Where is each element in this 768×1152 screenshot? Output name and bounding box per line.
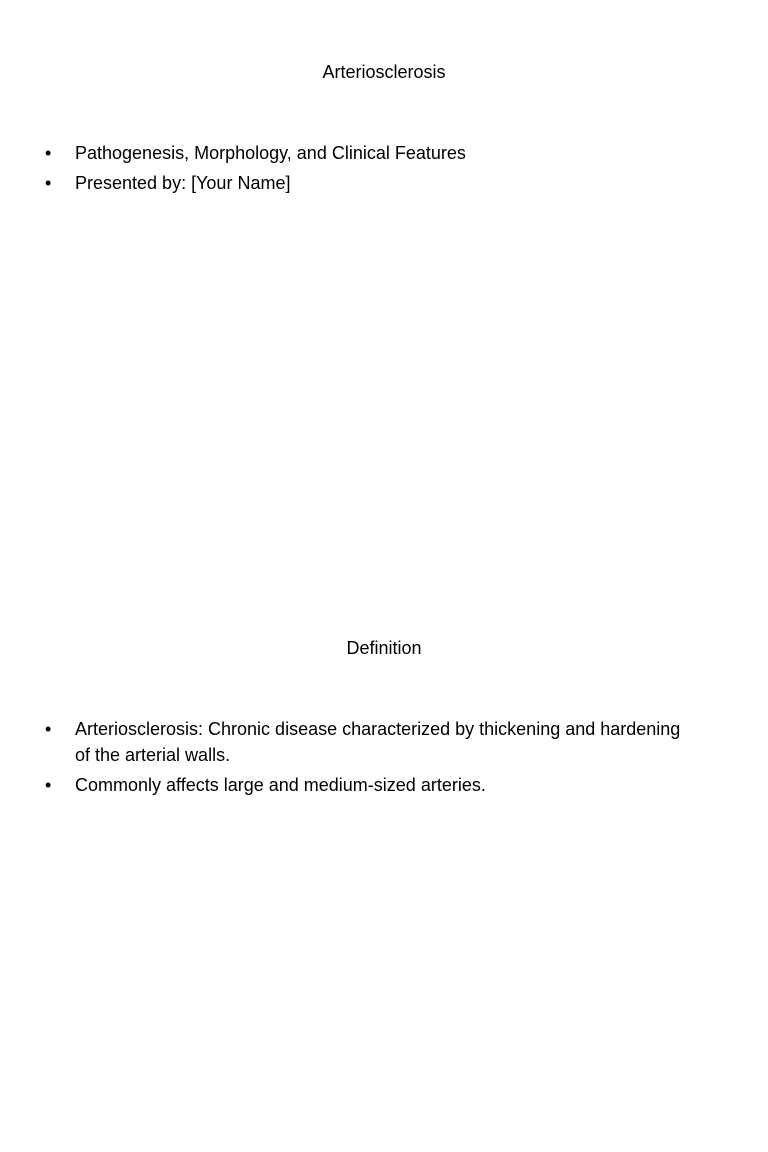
bullet-icon: •	[45, 719, 52, 739]
slide-title: Arteriosclerosis	[322, 62, 446, 82]
bullet-icon: •	[45, 775, 52, 795]
bullet-list	[45, 716, 685, 802]
bullet-item	[45, 716, 685, 768]
bullet-icon: •	[45, 143, 52, 163]
bullet-text: Pathogenesis, Morphology, and Clinical Features	[75, 143, 466, 163]
bullet-text: Arteriosclerosis: Chronic disease characterized by thickening and hardening of the arterial walls.	[75, 719, 681, 765]
bullet-icon: •	[45, 173, 52, 193]
bullet-text: Presented by: [Your Name]	[75, 173, 291, 193]
bullet-item	[45, 140, 685, 166]
bullet-text: Commonly affects large and medium-sized arteries.	[75, 775, 486, 795]
slide-2	[0, 576, 768, 1152]
slide-title: Definition	[346, 638, 422, 658]
bullet-item	[45, 772, 685, 798]
bullet-item	[45, 170, 685, 196]
bullet-list	[45, 140, 685, 200]
